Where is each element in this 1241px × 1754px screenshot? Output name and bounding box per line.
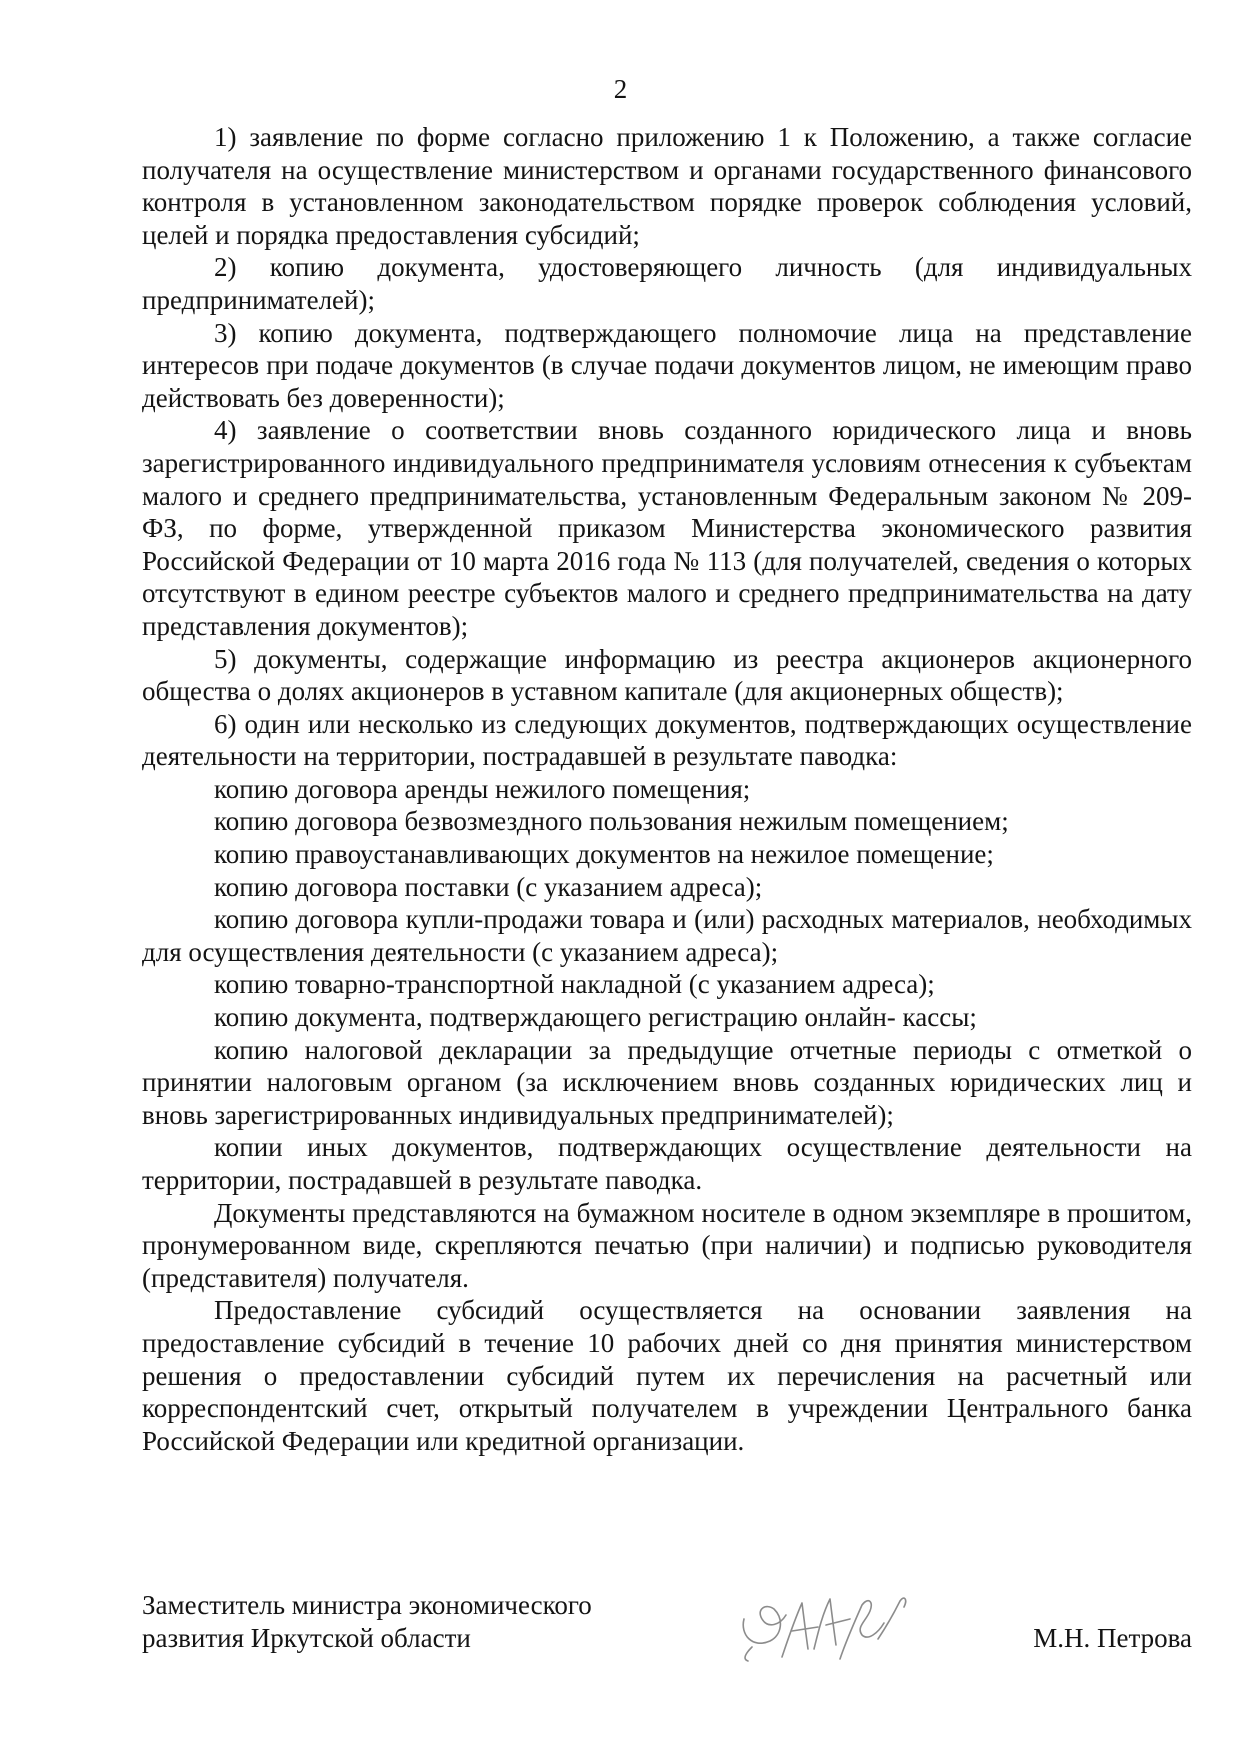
- paragraph-item-1: 1) заявление по форме согласно приложению 1 к Положению, а также согласие получателя на осуществление министерством и органами государственного финансового контроля в установленном законодательством порядке проверок соблюдения условий, целей и порядка предоставления субсидий;: [142, 122, 1192, 250]
- list-item-cash-register: копию документа, подтверждающего регистрацию онлайн- кассы;: [214, 1002, 977, 1033]
- signer-title-line-1: Заместитель министра экономического: [142, 1590, 592, 1620]
- list-item-other-documents: копии иных документов, подтверждающих осуществление деятельности на территории, пострадавшей в результате паводка.: [142, 1132, 1192, 1195]
- paragraph-item-4: 4) заявление о соответствии вновь созданного юридического лица и вновь зарегистрированного индивидуального предпринимателя условиям отнесения к субъектам малого и среднего предпринимательства, установленным Федеральным законом № 209-ФЗ, по форме, утвержденной приказом Министерства экономического развития Российской Федерации от 10 марта 2016 года № 113 (для получателей, сведения о которых отсутствуют в едином реестре субъектов малого и среднего предпринимательства на дату представления документов);: [142, 415, 1192, 641]
- paragraph-item-3: 3) копию документа, подтверждающего полномочие лица на представление интересов при подаче документов (в случае подачи документов лицом, не имеющим право действовать без доверенности);: [142, 317, 1192, 413]
- list-item-waybill: копию товарно-транспортной накладной (с указанием адреса);: [214, 969, 935, 1000]
- page-number: 2: [613, 74, 628, 104]
- handwritten-signature-icon: [722, 1579, 922, 1674]
- signer-title-line-2: развития Иркутской области: [142, 1623, 471, 1653]
- paragraph-subsidy-payment: Предоставление субсидий осуществляется на основании заявления на предоставление субсидий в течение 10 рабочих дней со дня принятия министерством решения о предоставлении субсидий путем их перечисления на расчетный или корреспондентский счет, открытый получателем в учреждении Центрального банка Российской Федерации или кредитной организации.: [142, 1295, 1192, 1456]
- signer-name: М.Н. Петрова: [1033, 1623, 1192, 1653]
- paragraph-item-2: 2) копию документа, удостоверяющего личность (для индивидуальных предпринимателей);: [142, 252, 1192, 315]
- list-item-free-use-contract: копию договора безвозмездного пользования нежилым помещением;: [214, 806, 1009, 837]
- paragraph-item-6: 6) один или несколько из следующих документов, подтверждающих осуществление деятельности на территории, пострадавшей в результате паводка:: [142, 708, 1192, 772]
- signer-title: [142, 1589, 742, 1655]
- list-item-lease-contract: копию договора аренды нежилого помещения;: [214, 773, 751, 804]
- list-item-tax-declaration: копию налоговой декларации за предыдущие отчетные периоды с отметкой о принятии налоговым органом (за исключением вновь созданных юридических лиц и вновь зарегистрированных индивидуальных предпринимателей);: [142, 1034, 1192, 1130]
- list-item-supply-contract: копию договора поставки (с указанием адреса);: [214, 871, 763, 902]
- list-item-sale-contract: копию договора купли-продажи товара и (или) расходных материалов, необходимых для осуществления деятельности (с указанием адреса);: [142, 904, 1192, 967]
- paragraph-item-5: 5) документы, содержащие информацию из реестра акционеров акционерного общества о долях акционеров в уставном капитале (для акционерных обществ);: [142, 643, 1192, 707]
- signature-block: [142, 1589, 1192, 1669]
- document-body: [142, 121, 1192, 1457]
- paragraph-submission-format: Документы представляются на бумажном носителе в одном экземпляре в прошитом, пронумерованном виде, скрепляются печатью (при наличии) и подписью руководителя (представителя) получателя.: [142, 1197, 1192, 1293]
- list-item-title-documents: копию правоустанавливающих документов на нежилое помещение;: [214, 839, 994, 870]
